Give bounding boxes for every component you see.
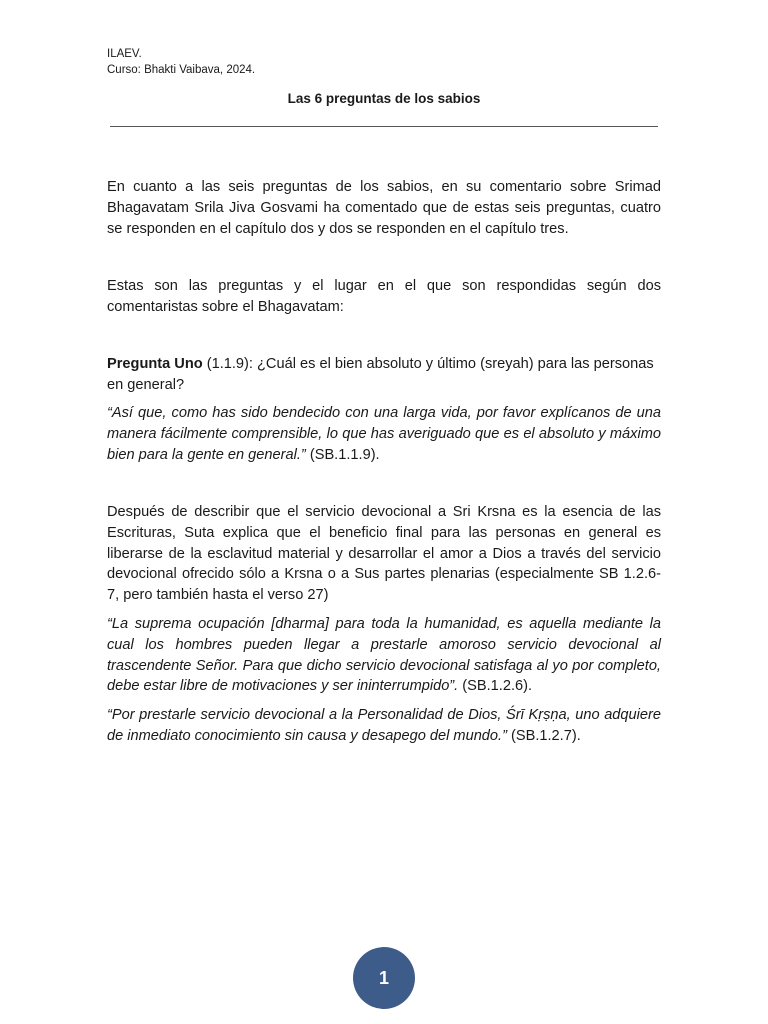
quote-one-reference: (SB.1.1.9).: [305, 446, 380, 463]
title-divider: [110, 126, 658, 127]
explanation-paragraph: Después de describir que el servicio devocional a Sri Krsna es la esencia de las Escrituras, Suta explica que el beneficio final para las personas en general es liberarse de la esclavitud material y desarrollar el amor a Dios a través del servicio devocional ofrecido sólo a Krsna o a Sus partes plenarias (especialmente SB 1.2.6- 7, pero también hasta el verso 27): [107, 504, 661, 604]
questions-intro-paragraph: Estas son las preguntas y el lugar en el que son respondidas según dos comentaristas sobre el Bhagavatam:: [107, 278, 661, 315]
question-one-text: (1.1.9): ¿Cuál es el bien absoluto y último (sreyah) para las personas en general?: [107, 356, 654, 393]
intro-paragraph: En cuanto a las seis preguntas de los sabios, en su comentario sobre Srimad Bhagavatam Srila Jiva Gosvami ha comentado que de estas seis preguntas, cuatro se responden en el capítulo dos y dos se responden en el capítulo tres.: [107, 179, 661, 237]
quote-two-reference: (SB.1.2.6).: [458, 678, 533, 695]
page-title: Las 6 preguntas de los sabios: [287, 91, 481, 106]
course-name: Curso: Bhakti Vaibava, 2024.: [107, 64, 256, 76]
question-one-label: Pregunta Uno: [107, 356, 203, 372]
quote-one: [107, 403, 661, 465]
page-number-badge: 1: [353, 947, 415, 1009]
quote-one-text: “Así que, como has sido bendecido con una larga vida, por favor explícanos de una manera fácilmente comprensible, lo que has averiguado que es el absoluto y máximo bien para la gente en general.”: [107, 405, 661, 463]
document-header: [107, 46, 255, 78]
quote-two: [107, 614, 661, 697]
quote-three: [107, 705, 661, 747]
quote-three-text: “Por prestarle servicio devocional a la Personalidad de Dios, Śrī Kṛṣṇa, uno adquiere de inmediato conocimiento sin causa y desapego del mundo.”: [107, 707, 661, 744]
question-one: [107, 354, 661, 396]
quote-two-text: “La suprema ocupación [dharma] para toda la humanidad, es aquella mediante la cual los hombres pueden llegar a prestarle amoroso servicio devocional al trascendente Señor. Para que dicho servicio devocional satisfaga al yo por completo, debe estar libre de motivaciones y ser ininterrumpido”.: [107, 616, 661, 695]
quote-three-reference: (SB.1.2.7).: [506, 727, 581, 744]
organization-name: ILAEV.: [107, 48, 142, 60]
